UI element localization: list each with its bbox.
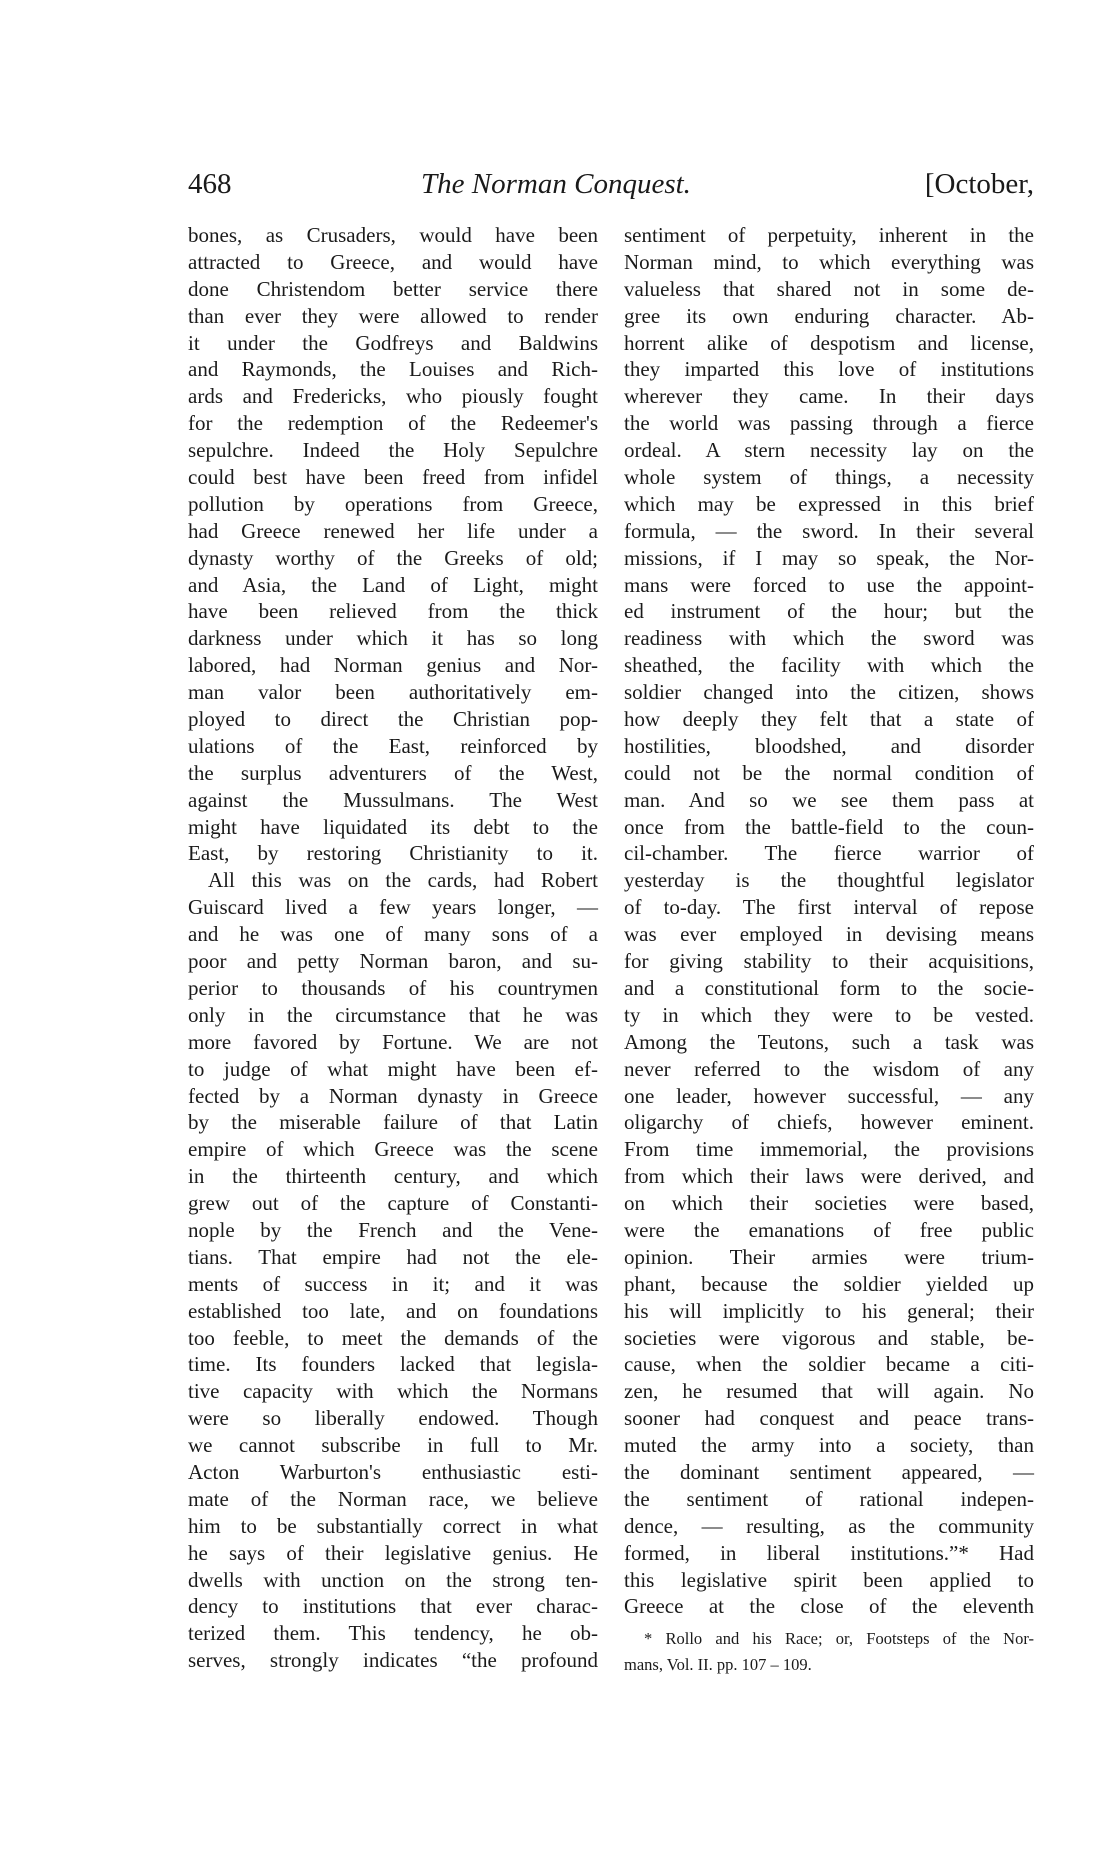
- text-line: which may be expressed in this brief: [624, 491, 1034, 516]
- text-line: empire of which Greece was the scene: [188, 1137, 598, 1162]
- text-line: Among the Teutons, such a task was: [624, 1029, 1034, 1054]
- text-line: Guiscard lived a few years longer, —: [188, 895, 598, 920]
- text-line: for the redemption of the Redeemer's: [188, 411, 598, 436]
- text-line: sentiment of perpetuity, inherent in the: [624, 223, 1034, 247]
- text-line: mans were forced to use the appoint-: [624, 572, 1034, 597]
- text-line: of to-day. The first interval of repose: [624, 895, 1034, 920]
- text-line: than ever they were allowed to render: [188, 303, 598, 328]
- text-line: pollution by operations from Greece,: [188, 491, 598, 516]
- text-line: it under the Godfreys and Baldwins: [188, 330, 598, 355]
- page-number: 468: [188, 168, 232, 200]
- text-line: ployed to direct the Christian pop-: [188, 707, 598, 732]
- text-line: man valor been authoritatively em-: [188, 680, 598, 705]
- text-line: ty in which they were to be vested.: [624, 1002, 1034, 1027]
- text-line: one leader, however successful, — any: [624, 1083, 1034, 1108]
- text-line: we cannot subscribe in full to Mr.: [188, 1433, 598, 1458]
- text-line: he says of their legislative genius. He: [188, 1540, 598, 1565]
- text-line: perior to thousands of his countrymen: [188, 975, 598, 1000]
- text-line: ordeal. A stern necessity lay on the: [624, 438, 1034, 463]
- text-line: and he was one of many sons of a: [188, 922, 598, 947]
- text-line: and a constitutional form to the socie-: [624, 975, 1034, 1000]
- text-line: attracted to Greece, and would have: [188, 249, 598, 274]
- text-line: muted the army into a society, than: [624, 1433, 1034, 1458]
- text-line: ed instrument of the hour; but the: [624, 599, 1034, 624]
- text-line: horrent alike of despotism and license,: [624, 330, 1034, 355]
- footnote-line: mans, Vol. II. pp. 107 – 109.: [624, 1655, 812, 1674]
- text-line: sepulchre. Indeed the Holy Sepulchre: [188, 438, 598, 463]
- text-line: valueless that shared not in some de-: [624, 276, 1034, 301]
- text-line: could best have been freed from infidel: [188, 465, 598, 490]
- text-line: once from the battle-field to the coun-: [624, 814, 1034, 839]
- text-line: dwells with unction on the strong ten-: [188, 1567, 598, 1592]
- text-line: they imparted this love of institutions: [624, 357, 1034, 382]
- text-line: never referred to the wisdom of any: [624, 1056, 1034, 1081]
- text-line: to judge of what might have been ef-: [188, 1056, 598, 1081]
- text-line: poor and petty Norman baron, and su-: [188, 949, 598, 974]
- text-line: done Christendom better service there: [188, 276, 598, 301]
- text-line: from which their laws were derived, and: [624, 1164, 1034, 1189]
- text-line: only in the circumstance that he was: [188, 1002, 598, 1027]
- text-line: could not be the normal condition of: [624, 760, 1034, 785]
- text-line: dency to institutions that ever charac-: [188, 1594, 598, 1619]
- footnote: [624, 1626, 1034, 1678]
- text-line: established too late, and on foundations: [188, 1298, 598, 1323]
- text-line: societies were vigorous and stable, be-: [624, 1325, 1034, 1350]
- text-line: fected by a Norman dynasty in Greece: [188, 1083, 598, 1108]
- text-line: yesterday is the thoughtful legislator: [624, 868, 1034, 893]
- text-line: by the miserable failure of that Latin: [188, 1110, 598, 1135]
- text-line: zen, he resumed that will again. No: [624, 1379, 1034, 1404]
- text-line: was ever employed in devising means: [624, 922, 1034, 947]
- text-line: on which their societies were based,: [624, 1191, 1034, 1216]
- text-line: for giving stability to their acquisitions,: [624, 949, 1034, 974]
- text-line: labored, had Norman genius and Nor-: [188, 653, 598, 678]
- text-line: him to be substantially correct in what: [188, 1513, 598, 1538]
- text-line: cause, when the soldier became a citi-: [624, 1352, 1034, 1377]
- text-line: were the emanations of free public: [624, 1217, 1034, 1242]
- text-line: serves, strongly indicates “the profound: [188, 1648, 598, 1673]
- text-line: how deeply they felt that a state of: [624, 707, 1034, 732]
- text-line: have been relieved from the thick: [188, 599, 598, 624]
- text-line: wherever they came. In their days: [624, 384, 1034, 409]
- text-line: the dominant sentiment appeared, —: [624, 1459, 1034, 1484]
- text-line: his will implicitly to his general; their: [624, 1298, 1034, 1323]
- text-line: whole system of things, a necessity: [624, 465, 1034, 490]
- text-line: might have liquidated its debt to the: [188, 814, 598, 839]
- text-line: Acton Warburton's enthusiastic esti-: [188, 1459, 598, 1484]
- text-line: darkness under which it has so long: [188, 626, 598, 651]
- text-line: nople by the French and the Vene-: [188, 1217, 598, 1242]
- text-line: time. Its founders lacked that legisla-: [188, 1352, 598, 1377]
- text-line: Greece at the close of the eleventh: [624, 1594, 1034, 1619]
- text-line: in the thirteenth century, and which: [188, 1164, 598, 1189]
- right-text-column: [624, 222, 1034, 1620]
- text-line: ards and Fredericks, who piously fought: [188, 384, 598, 409]
- text-line: sheathed, the facility with which the: [624, 653, 1034, 678]
- text-line: sooner had conquest and peace trans-: [624, 1406, 1034, 1431]
- running-title: The Norman Conquest.: [421, 168, 691, 200]
- text-line: missions, if I may so speak, the Nor-: [624, 545, 1034, 570]
- text-line: tive capacity with which the Normans: [188, 1379, 598, 1404]
- text-line: cil-chamber. The fierce warrior of: [624, 841, 1034, 866]
- text-line: more favored by Fortune. We are not: [188, 1029, 598, 1054]
- text-line: terized them. This tendency, he ob-: [188, 1621, 598, 1646]
- left-text-column: [188, 222, 598, 1674]
- text-line: gree its own enduring character. Ab-: [624, 303, 1034, 328]
- text-line: against the Mussulmans. The West: [188, 787, 598, 812]
- text-line: oligarchy of chiefs, however eminent.: [624, 1110, 1034, 1135]
- text-line: ments of success in it; and it was: [188, 1271, 598, 1296]
- text-line: opinion. Their armies were trium-: [624, 1244, 1034, 1269]
- text-line: too feeble, to meet the demands of the: [188, 1325, 598, 1350]
- text-line: East, by restoring Christianity to it.: [188, 841, 598, 866]
- text-line: All this was on the cards, had Robert: [208, 868, 598, 893]
- text-line: dence, — resulting, as the community: [624, 1513, 1034, 1538]
- text-line: this legislative spirit been applied to: [624, 1567, 1034, 1592]
- text-line: man. And so we see them pass at: [624, 787, 1034, 812]
- text-line: formed, in liberal institutions.”* Had: [624, 1540, 1034, 1565]
- text-line: dynasty worthy of the Greeks of old;: [188, 545, 598, 570]
- text-line: had Greece renewed her life under a: [188, 518, 598, 543]
- text-line: soldier changed into the citizen, shows: [624, 680, 1034, 705]
- text-line: the sentiment of rational indepen-: [624, 1486, 1034, 1511]
- running-month: [October,: [924, 168, 1034, 200]
- text-line: hostilities, bloodshed, and disorder: [624, 733, 1034, 758]
- text-line: formula, — the sword. In their several: [624, 518, 1034, 543]
- text-line: readiness with which the sword was: [624, 626, 1034, 651]
- text-line: and Asia, the Land of Light, might: [188, 572, 598, 597]
- text-line: and Raymonds, the Louises and Rich-: [188, 357, 598, 382]
- text-line: were so liberally endowed. Though: [188, 1406, 598, 1431]
- text-line: the surplus adventurers of the West,: [188, 760, 598, 785]
- text-line: ulations of the East, reinforced by: [188, 733, 598, 758]
- text-line: From time immemorial, the provisions: [624, 1137, 1034, 1162]
- text-line: tians. That empire had not the ele-: [188, 1244, 598, 1269]
- text-line: Norman mind, to which everything was: [624, 249, 1034, 274]
- text-line: mate of the Norman race, we believe: [188, 1486, 598, 1511]
- footnote-line: * Rollo and his Race; or, Footsteps of the Nor-: [644, 1629, 1034, 1648]
- text-line: the world was passing through a fierce: [624, 411, 1034, 436]
- text-line: phant, because the soldier yielded up: [624, 1271, 1034, 1296]
- text-line: bones, as Crusaders, would have been: [188, 223, 598, 247]
- text-line: grew out of the capture of Constanti-: [188, 1191, 598, 1216]
